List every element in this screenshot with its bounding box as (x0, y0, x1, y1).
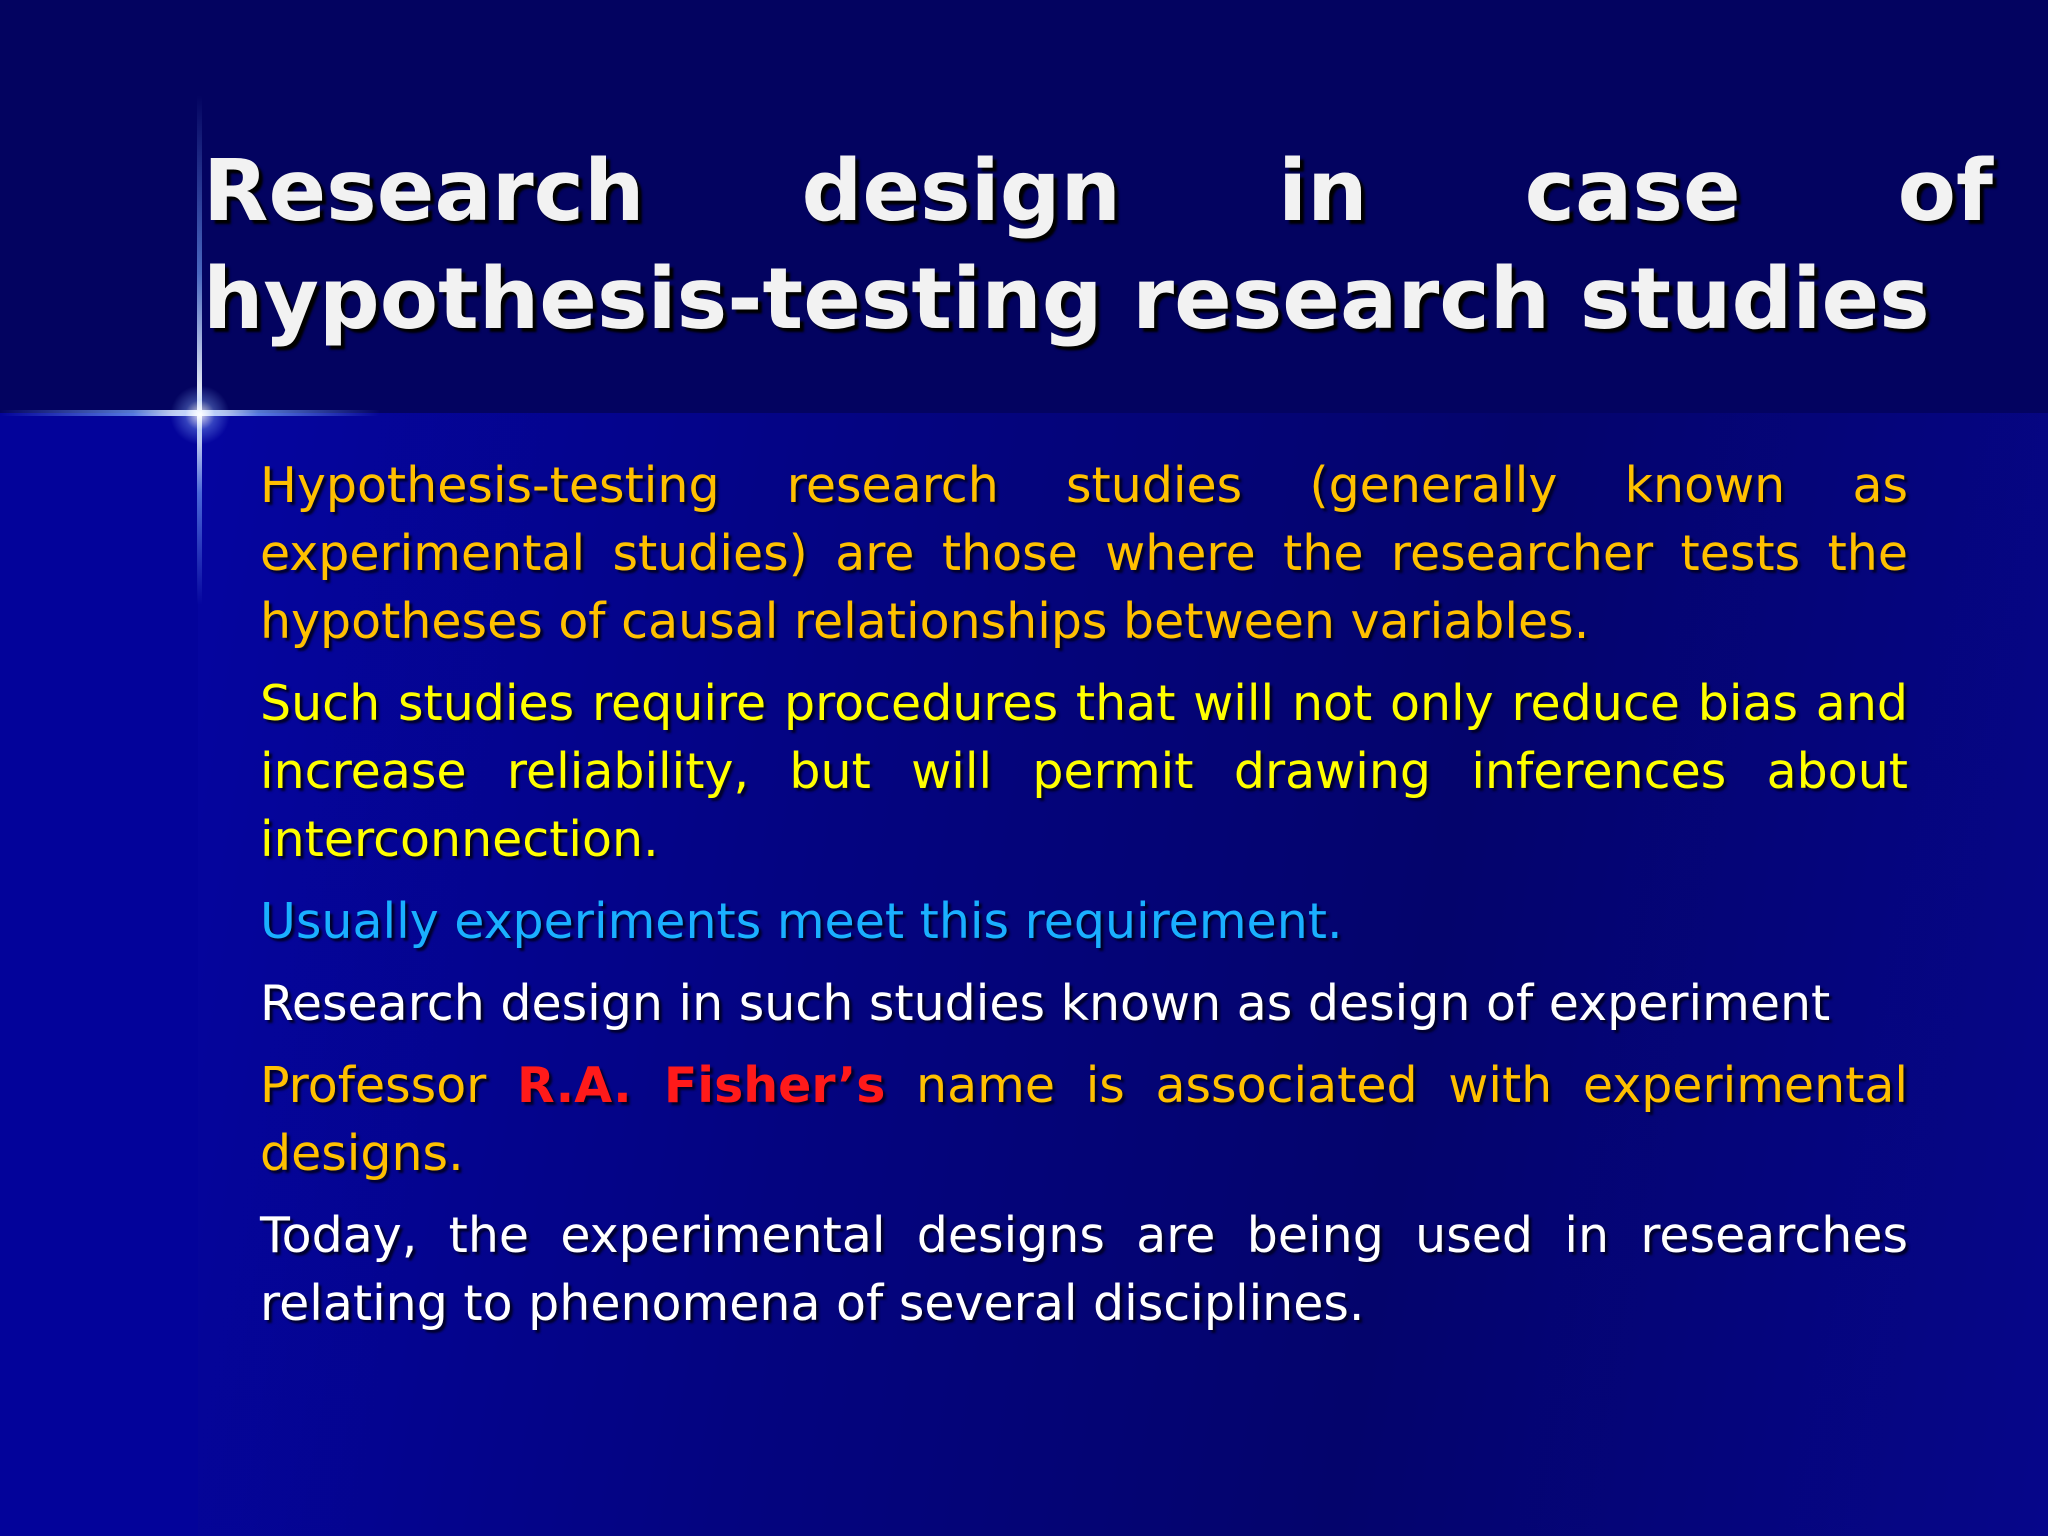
paragraph-hypothesis-testing: Hypothesis-testing research studies (generally known as experimental studies) are those where the researcher tests the hypotheses of causal relationships between variables. (260, 457, 1908, 650)
paragraph-design-of-experiment: Research design in such studies known as design of experiment (260, 975, 1831, 1032)
light-flare-glow (170, 385, 230, 445)
fisher-text-after: name is associated with experimental designs. (260, 1057, 1908, 1182)
paragraph-today: Today, the experimental designs are being used in researches relating to phenomena of several disciplines. (260, 1207, 1908, 1332)
paragraph-experiments: Usually experiments meet this requirement. (260, 893, 1343, 950)
slide-title: Research design in case of hypothesis-testing research studies (203, 142, 1993, 349)
fisher-text-before: Professor (260, 1057, 517, 1114)
fisher-name-highlight: R.A. Fisher’s (516, 1057, 886, 1114)
paragraph-fisher (260, 1052, 1908, 1188)
left-sidebar-band (0, 413, 198, 1536)
slide-body (260, 452, 1908, 1352)
paragraph-procedures: Such studies require procedures that will not only reduce bias and increase reliability, but will permit drawing inferences about interconnection. (260, 675, 1908, 868)
light-flare-vertical (197, 95, 202, 605)
